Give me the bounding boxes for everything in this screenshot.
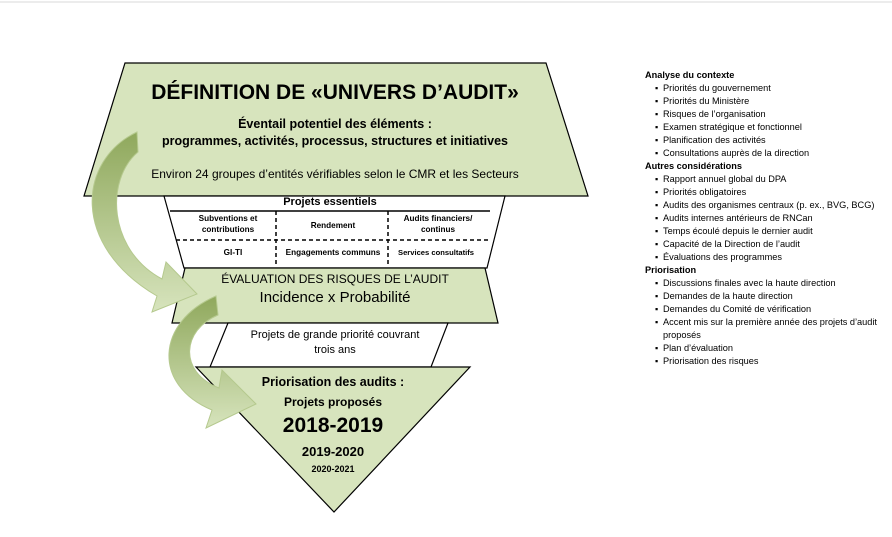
universe-subtitle-2: programmes, activités, processus, structures et initiatives bbox=[162, 134, 508, 148]
list-item: ▪ Audits internes antérieurs de RNCan bbox=[655, 212, 885, 225]
list-item: ▪ Consultations auprès de la direction bbox=[655, 147, 885, 160]
list-item: ▪ Plan d’évaluation bbox=[655, 342, 885, 355]
year-next: 2019-2020 bbox=[301, 444, 365, 459]
list-item: ▪ Temps écoulé depuis le dernier audit bbox=[655, 225, 885, 238]
risk-formula: Incidence x Probabilité bbox=[259, 289, 411, 306]
considerations-sidebar bbox=[645, 69, 885, 368]
core-cell: Rendement bbox=[310, 221, 356, 230]
prioritization-list bbox=[655, 277, 885, 368]
list-item: ▪ Priorités du gouvernement bbox=[655, 82, 885, 95]
context-list bbox=[655, 82, 885, 160]
list-item: ▪ Examen stratégique et fonctionnel bbox=[655, 121, 885, 134]
core-cell: Services consultatifs bbox=[398, 248, 474, 257]
list-item: ▪ Audits des organismes centraux (p. ex., BVG, BCG) bbox=[655, 199, 885, 212]
core-projects-title: Projets essentiels bbox=[283, 196, 377, 208]
universe-title: DÉFINITION DE «UNIVERS D’AUDIT» bbox=[151, 81, 519, 104]
section-title: Analyse du contexte bbox=[645, 70, 735, 80]
universe-subtitle-1: Éventail potentiel des éléments : bbox=[238, 117, 432, 131]
high-priority-text: Projets de grande priorité couvrant trois ans bbox=[250, 329, 420, 356]
list-item: ▪ Accent mis sur la première année des projets d’audit proposés bbox=[655, 316, 885, 342]
other-considerations-list bbox=[655, 173, 885, 264]
list-item: ▪ Priorités du Ministère bbox=[655, 95, 885, 108]
list-item: ▪ Planification des activités bbox=[655, 134, 885, 147]
prioritization-subtitle: Projets proposés bbox=[283, 395, 383, 409]
core-cell: GI-TI bbox=[223, 248, 243, 257]
list-item: ▪ Priorités obligatoires bbox=[655, 186, 885, 199]
core-cell: Subventions et contributions bbox=[198, 214, 258, 234]
list-item: ▪ Priorisation des risques bbox=[655, 355, 885, 368]
core-cell: Audits financiers/ continus bbox=[403, 214, 473, 234]
section-title: Priorisation bbox=[645, 265, 697, 275]
list-item: ▪ Demandes du Comité de vérification bbox=[655, 303, 885, 316]
list-item: ▪ Risques de l’organisation bbox=[655, 108, 885, 121]
universe-count: Environ 24 groupes d’entités vérifiables selon le CMR et les Secteurs bbox=[151, 167, 519, 181]
prioritization-title: Priorisation des audits : bbox=[261, 375, 405, 389]
year-current: 2018-2019 bbox=[282, 414, 384, 437]
list-item: ▪ Discussions finales avec la haute direction bbox=[655, 277, 885, 290]
list-item: ▪ Demandes de la haute direction bbox=[655, 290, 885, 303]
list-item: ▪ Rapport annuel global du DPA bbox=[655, 173, 885, 186]
section-title: Autres considérations bbox=[645, 161, 743, 171]
list-item: ▪ Capacité de la Direction de l’audit bbox=[655, 238, 885, 251]
year-third: 2020-2021 bbox=[311, 464, 355, 474]
list-item: ▪ Évaluations des programmes bbox=[655, 251, 885, 264]
risk-title: ÉVALUATION DES RISQUES DE L’AUDIT bbox=[221, 272, 449, 286]
core-cell: Engagements communs bbox=[285, 248, 381, 257]
